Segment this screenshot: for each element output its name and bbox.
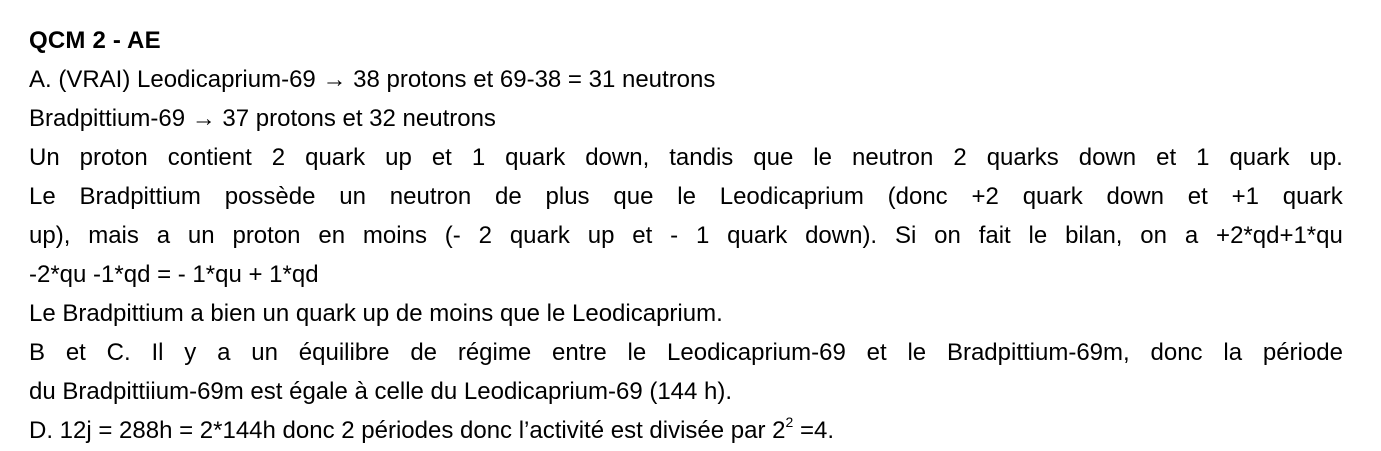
word: down [1106,183,1164,210]
word: donc [1150,339,1203,366]
word: Il [151,339,164,366]
exponent: 2 [785,414,794,430]
word: a [156,222,171,249]
word: a [217,339,231,366]
word: up. [1309,144,1343,171]
word: et [1187,183,1208,210]
word: tandis [669,144,734,171]
word: proton [79,144,148,171]
word: le [813,144,832,171]
word: le [1028,222,1048,249]
line-b: Bradpittium-69 → 37 protons et 32 neutrons [29,105,496,132]
word: que [753,144,794,171]
word: équilibre [298,339,390,366]
word: que [613,183,654,210]
word: y [184,339,197,366]
word: 2 [271,144,286,171]
word: +2*qd+1*qu [1216,222,1343,249]
word: plus [545,183,590,210]
word: Bradpittium [79,183,201,210]
word: de [495,183,522,210]
word: C. [106,339,131,366]
line-i: du Bradpittiium-69m est égale à celle du Leodicaprium-69 (144 h). [29,378,733,405]
word: Leodicaprium-69 [667,339,846,366]
line-g: Le Bradpittium a bien un quark up de moins que le Leodicaprium. [29,300,723,327]
word: et [866,339,887,366]
word: neutron [851,144,934,171]
word: down [1078,144,1137,171]
word: Leodicaprium [719,183,864,210]
line-d [29,177,1343,216]
word: en [318,222,346,249]
word: 2 [953,144,967,171]
word: down). [805,222,878,249]
word: mais [88,222,139,249]
word: quark [505,144,566,171]
word: quark [727,222,788,249]
word: on [1140,222,1167,249]
word: neutron [389,183,472,210]
word: et [431,144,452,171]
line-a: A. (VRAI) Leodicaprium-69 → 38 protons et 69-38 = 31 neutrons [29,66,716,93]
word: 1 [471,144,486,171]
word: la [1223,339,1243,366]
word: +1 [1231,183,1259,210]
word: régime [457,339,532,366]
word: le [627,339,647,366]
word: quark [1229,144,1290,171]
line-j-result: =4. [793,417,834,444]
word: a [1184,222,1199,249]
word: quark [509,222,570,249]
word: - [670,222,679,249]
word: Si [894,222,917,249]
word: le [677,183,696,210]
word: Bradpittium-69m, [946,339,1130,366]
line-j-text: D. 12j = 288h = 2*144h donc 2 périodes donc l’activité est divisée par 2 [29,417,786,444]
word: Le [29,183,56,210]
word: B [29,339,46,366]
word: (- [444,222,461,249]
document-title: QCM 2 - AE [29,27,161,54]
word: 1 [1196,144,1210,171]
word: Un [29,144,60,171]
word: fait [978,222,1011,249]
line-j [29,411,1343,450]
word: contient [167,144,252,171]
word: up [587,222,615,249]
word: entre [552,339,607,366]
word: un [251,339,278,366]
word: et [632,222,653,249]
word: et [1156,144,1177,171]
word: moins [362,222,427,249]
line-f: -2*qu -1*qd = - 1*qu + 1*qd [29,261,319,288]
word: on [934,222,961,249]
line-e [29,216,1343,255]
word: down, [585,144,650,171]
word: quarks [986,144,1059,171]
word: quark [305,144,366,171]
word: un [187,222,215,249]
word: proton [232,222,301,249]
word: up [385,144,412,171]
word: le [907,339,927,366]
line-h [29,333,1343,372]
word: (donc [887,183,948,210]
word: un [339,183,366,210]
word: de [410,339,438,366]
word: bilan, [1065,222,1123,249]
word: 2 [478,222,492,249]
word: quark [1022,183,1083,210]
word: période [1262,339,1343,366]
word: +2 [971,183,999,210]
word: quark [1282,183,1343,210]
line-c [29,138,1343,177]
word: et [65,339,86,366]
word: possède [224,183,316,210]
word: up), [29,222,71,249]
word: 1 [695,222,710,249]
